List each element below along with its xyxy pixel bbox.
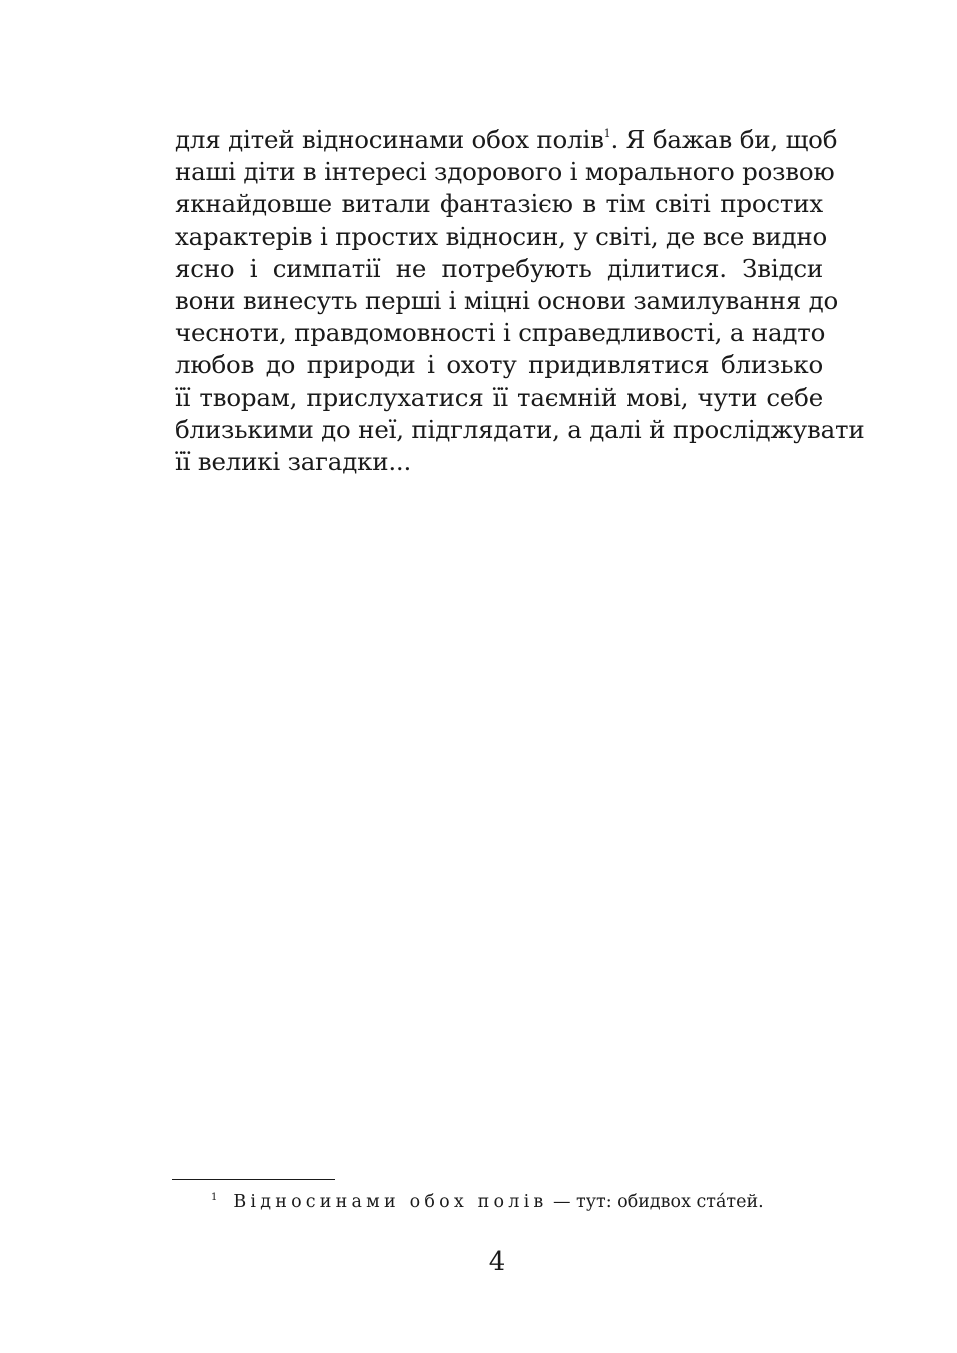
footnote-definition: — тут: обидвох ста́тей. [547,1192,764,1212]
text-line-9: її творам, прислухатися її таємній мові, чути себе [175,382,823,412]
footnote [211,1186,851,1214]
text-line-5: ясно і симпатії не потребують ділитися. Звідси [175,253,823,283]
text-line-10: близькими до неї, підглядати, а далі й просліджувати [175,414,865,444]
text-line-2: наші діти в інтересі здорового і морального розвою [175,157,835,187]
body-paragraph [175,124,865,478]
text-line-6: вони винесуть перші і міцні основи замилування до [175,286,839,316]
footnote-mark: 1 [211,1192,218,1203]
footnote-reference[interactable]: 1 [603,127,611,140]
text-line-1-end: . Я бажав би, щоб [610,125,838,154]
text-line-11: її великі загадки... [175,447,412,477]
page-number: 4 [488,1247,506,1277]
text-line-1-start: для дітей відносинами обох полів [175,125,604,154]
footnote-divider [172,1179,335,1180]
text-line-8: любов до природи і охоту придивлятися близько [175,350,823,380]
footnote-term: Відносинами обох полів [233,1192,548,1212]
text-line-7: чесноти, правдомовності і справедливості, а надто [175,318,826,348]
text-line-4: характерів і простих відносин, у світі, де все видно [175,221,828,251]
text-line-1 [175,124,838,156]
text-line-3: якнайдовше витали фантазією в тім світі простих [175,189,823,219]
